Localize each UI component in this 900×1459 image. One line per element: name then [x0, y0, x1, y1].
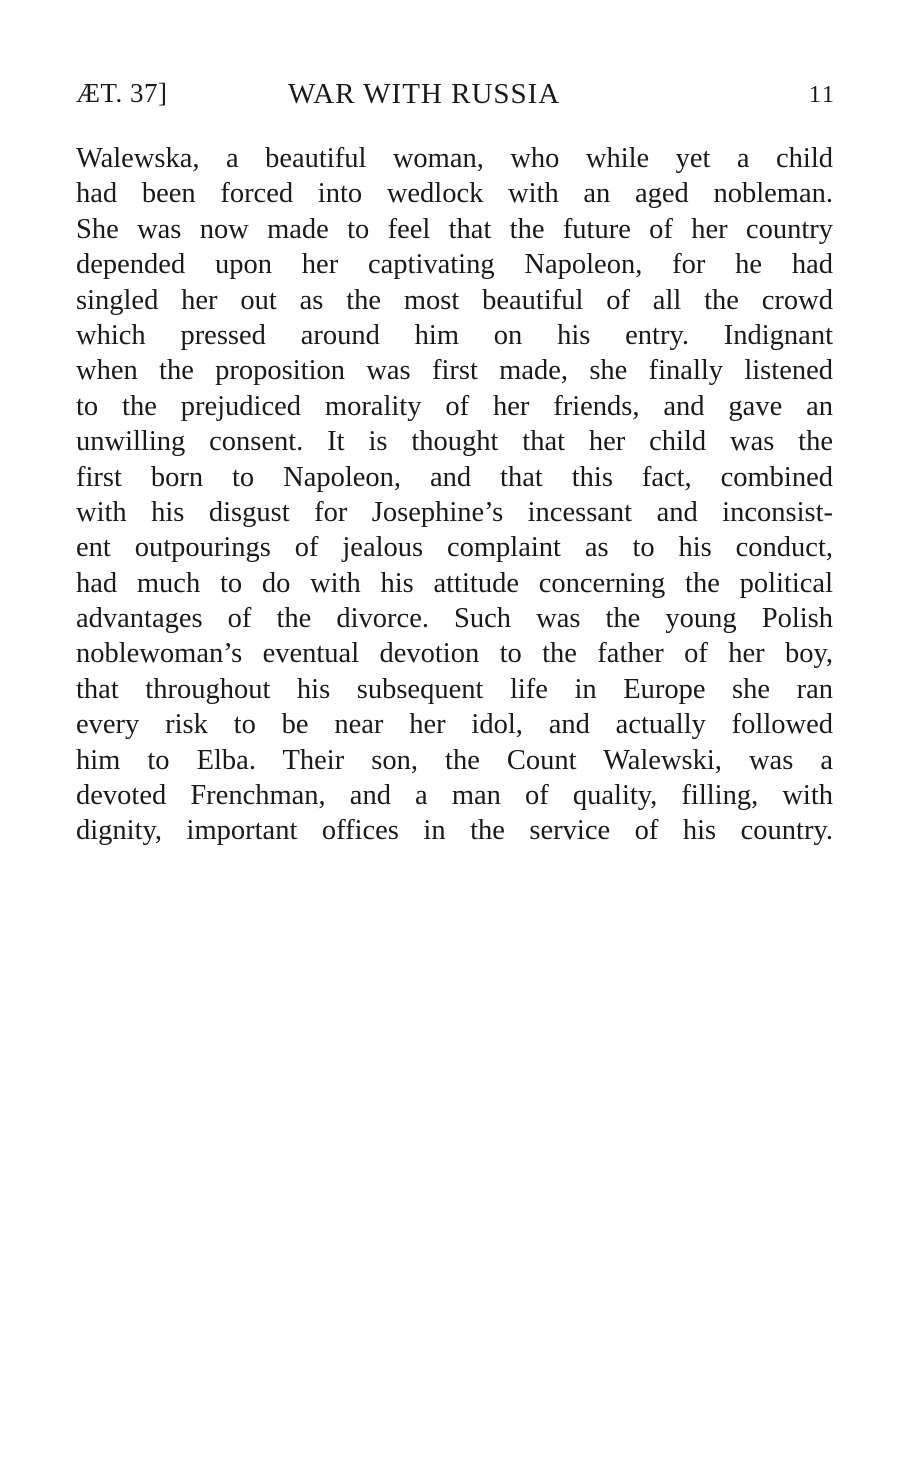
- text-line: every risk to be near her idol, and actually followed: [76, 709, 833, 741]
- text-line: dignity, important offices in the service of his country.: [76, 815, 833, 847]
- text-line: him to Elba. Their son, the Count Walewski, was a: [76, 744, 833, 776]
- page-number: 11: [808, 82, 836, 108]
- text-line: devoted Frenchman, and a man of quality, filling, with: [76, 780, 833, 812]
- text-line: had been forced into wedlock with an aged nobleman.: [76, 178, 833, 210]
- text-line: with his disgust for Josephine’s incessant and inconsist-: [76, 496, 833, 528]
- body-paragraph: [76, 141, 833, 849]
- text-line: depended upon her captivating Napoleon, for he had: [76, 249, 833, 281]
- running-title: WAR WITH RUSSIA: [288, 78, 561, 110]
- text-line: Walewska, a beautiful woman, who while yet a child: [76, 143, 833, 174]
- text-line: first born to Napoleon, and that this fact, combined: [76, 461, 833, 493]
- text-line: to the prejudiced morality of her friends, and gave an: [76, 390, 833, 422]
- text-line: ent outpourings of jealous complaint as to his conduct,: [76, 532, 833, 564]
- text-line: when the proposition was first made, she finally listened: [76, 355, 833, 387]
- chapter-age-marker: ÆT. 37]: [76, 78, 168, 108]
- text-line: that throughout his subsequent life in Europe she ran: [76, 673, 833, 705]
- text-line: singled her out as the most beautiful of all the crowd: [76, 284, 833, 316]
- text-line: advantages of the divorce. Such was the young Polish: [76, 603, 833, 635]
- running-head: [76, 78, 836, 118]
- text-line: noblewoman’s eventual devotion to the father of her boy,: [76, 638, 833, 670]
- text-line: unwilling consent. It is thought that her child was the: [76, 426, 833, 458]
- text-line: had much to do with his attitude concerning the political: [76, 567, 833, 599]
- text-line: She was now made to feel that the future of her country: [76, 213, 833, 245]
- text-line: which pressed around him on his entry. Indignant: [76, 319, 833, 351]
